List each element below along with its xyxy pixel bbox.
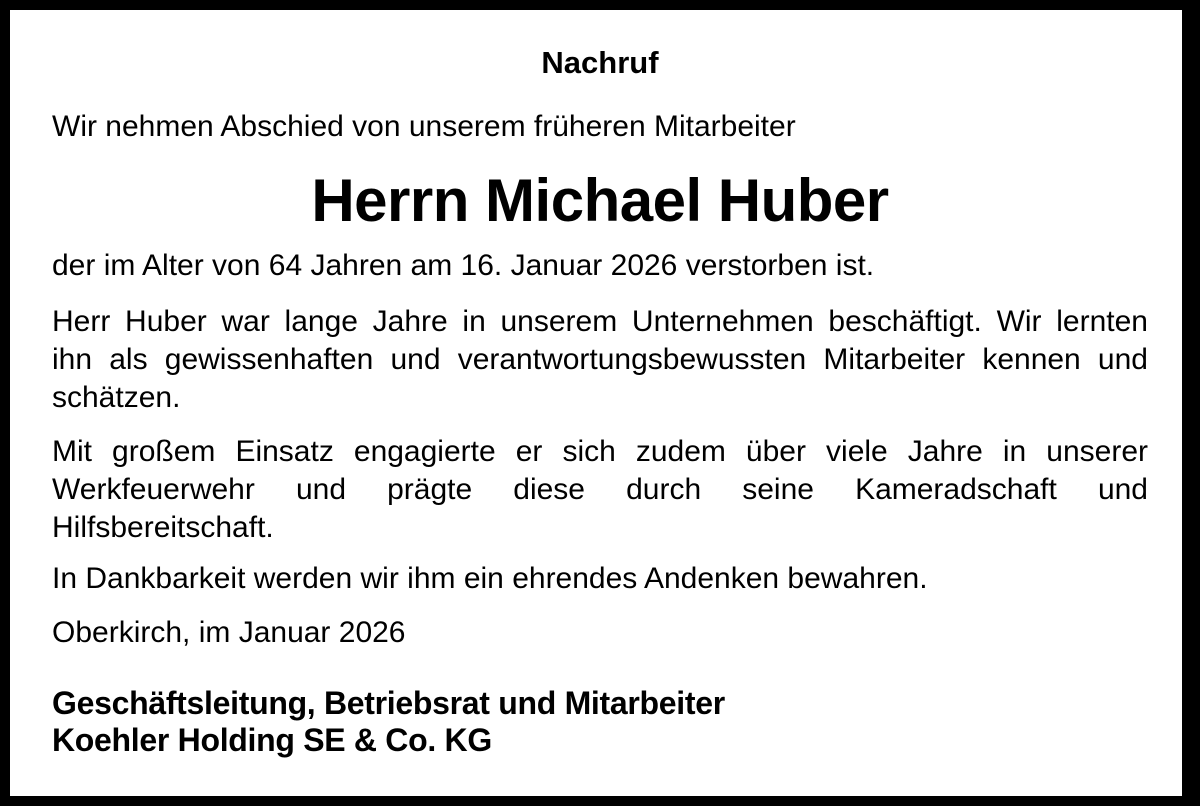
deceased-name: Herrn Michael Huber [311,167,889,234]
intro-line: Wir nehmen Abschied von unserem früheren Mitarbeiter [52,110,796,143]
paragraph-remembrance: In Dankbarkeit werden wir ihm ein ehrendes Andenken bewahren. [52,562,928,595]
paragraph-death-info: der im Alter von 64 Jahren am 16. Januar 2026 verstorben ist. [52,249,875,282]
paragraph-career-line-2: ihn als gewissenhaften und verantwortungsbewussten Mitarbeiter kennen und [52,343,1148,376]
signature-line-2: Koehler Holding SE & Co. KG [52,722,492,758]
signature-line-1: Geschäftsleitung, Betriebsrat und Mitarbeiter [52,685,725,721]
paragraph-firebrigade [52,433,1148,547]
notice-title: Nachruf [541,45,659,80]
paragraph-career-line-3: schätzen. [52,381,181,414]
paragraph-firebrigade-line-1: Mit großem Einsatz engagierte er sich zudem über viele Jahre in unserer [52,435,1148,468]
paragraph-firebrigade-line-2: Werkfeuerwehr und prägte diese durch seine Kameradschaft und [52,473,1148,506]
dateline: Oberkirch, im Januar 2026 [52,616,406,649]
signature-block [52,685,1148,759]
paragraph-firebrigade-line-3: Hilfsbereitschaft. [52,511,274,544]
paragraph-career [52,303,1148,417]
paragraph-career-line-1: Herr Huber war lange Jahre in unserem Unternehmen beschäftigt. Wir lernten [52,305,1148,338]
